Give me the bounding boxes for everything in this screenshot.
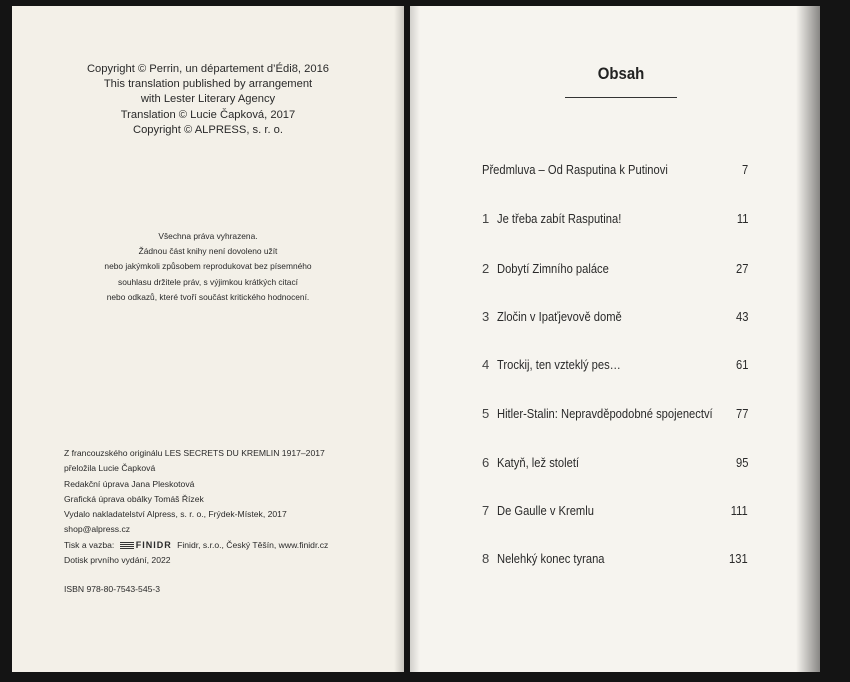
toc-entry (482, 503, 748, 523)
toc-entry-title: Předmluva – Od Rasputina k Putinovi (482, 162, 668, 177)
toc-entry-title: Nelehký konec tyrana (497, 551, 605, 566)
left-page (12, 6, 404, 672)
credit-line: Vydalo nakladatelství Alpress, s. r. o., Frýdek-Místek, 2017 (64, 509, 287, 520)
toc-entry-number: 3 (482, 309, 490, 324)
print-credit-line (64, 538, 328, 553)
copyright-line: with Lester Literary Agency (140, 93, 276, 106)
toc-entry-title: Zločin v Ipaťjevově domě (497, 309, 622, 324)
copyright-line: Copyright © ALPRESS, s. r. o. (132, 123, 283, 136)
toc-entry-page: 43 (735, 309, 748, 324)
credit-line: shop@alpress.cz (64, 524, 131, 535)
finidr-logo-text: FINIDR (135, 539, 172, 550)
toc-entry-title: Je třeba zabít Rasputina! (497, 211, 622, 226)
finidr-logo (120, 538, 172, 553)
toc-entry (482, 211, 748, 231)
toc-entry (482, 309, 748, 329)
toc-entry-title: Hitler-Stalin: Nepravděpodobné spojenectví (497, 406, 713, 421)
rights-line: souhlasu držitele práv, s výjimkou krátkých citací (118, 276, 298, 287)
toc-entry-number: 5 (482, 406, 490, 421)
gutter-shadow (410, 6, 420, 672)
toc-entry-page: 111 (731, 503, 748, 518)
print-prefix: Tisk a vazba: (64, 539, 115, 550)
rights-line: Všechna práva vyhrazena. (158, 231, 258, 241)
credit-line: Grafická úprava obálky Tomáš Řízek (64, 493, 204, 504)
title-underline (565, 97, 677, 98)
toc-entry-page: 131 (729, 551, 748, 566)
rights-notice (12, 229, 404, 305)
toc-entry-page: 7 (741, 162, 748, 177)
toc-entry-page: 61 (735, 357, 748, 372)
toc-entry (482, 162, 748, 182)
toc-entry-title: Dobytí Zimního paláce (497, 261, 609, 276)
toc-entry (482, 406, 748, 426)
page-edge-shadow (796, 6, 820, 672)
toc-entry-page: 27 (735, 261, 748, 276)
right-page (410, 6, 820, 672)
toc-entry-number: 7 (482, 503, 490, 518)
toc-title: Obsah (597, 64, 645, 83)
finidr-logo-icon (120, 542, 134, 549)
toc-entry (482, 261, 748, 281)
rights-line: nebo odkazů, které tvoří součást kritického hodnocení. (106, 291, 310, 302)
toc-entry-title: Katyň, lež století (497, 455, 580, 470)
publication-credits (64, 446, 328, 568)
toc-entry-number: 8 (482, 551, 490, 566)
toc-entry-page: 95 (735, 455, 748, 470)
copyright-line: Copyright © Perrin, un département d’Édi8, 2016 (86, 63, 330, 75)
toc-entry-page: 77 (735, 406, 748, 421)
toc-entry-page: 11 (736, 211, 748, 226)
credit-line: Dotisk prvního vydání, 2022 (64, 555, 171, 566)
copyright-block (12, 62, 404, 138)
credit-line: Redakční úprava Jana Pleskotová (64, 478, 195, 489)
toc-entry-number: 1 (482, 211, 490, 226)
credit-line: přeložila Lucie Čapková (64, 463, 156, 474)
copyright-line: This translation published by arrangement (103, 78, 313, 91)
toc-entry-number: 4 (482, 357, 490, 372)
isbn: ISBN 978-80-7543-545-3 (64, 584, 161, 594)
toc-entry (482, 357, 748, 377)
rights-line: Žádnou část knihy není dovoleno užít (138, 246, 278, 257)
copyright-line: Translation © Lucie Čapková, 2017 (120, 108, 296, 121)
rights-line: nebo jakýmkoli způsobem reprodukovat bez písemného (104, 261, 312, 272)
toc-entry-number: 6 (482, 455, 490, 470)
credit-line: Z francouzského originálu LES SECRETS DU KREMLIN 1917–2017 (64, 448, 325, 458)
print-rest: Finidr, s.r.o., Český Těšín, www.finidr.cz (177, 539, 329, 550)
toc-entry (482, 551, 748, 571)
toc-entry-title: Trockij, ten vzteklý pes… (497, 357, 621, 372)
gutter-shadow (394, 6, 404, 672)
toc-entry-number: 2 (482, 261, 490, 276)
toc-entry-title: De Gaulle v Kremlu (497, 503, 594, 518)
toc-entry (482, 455, 748, 475)
